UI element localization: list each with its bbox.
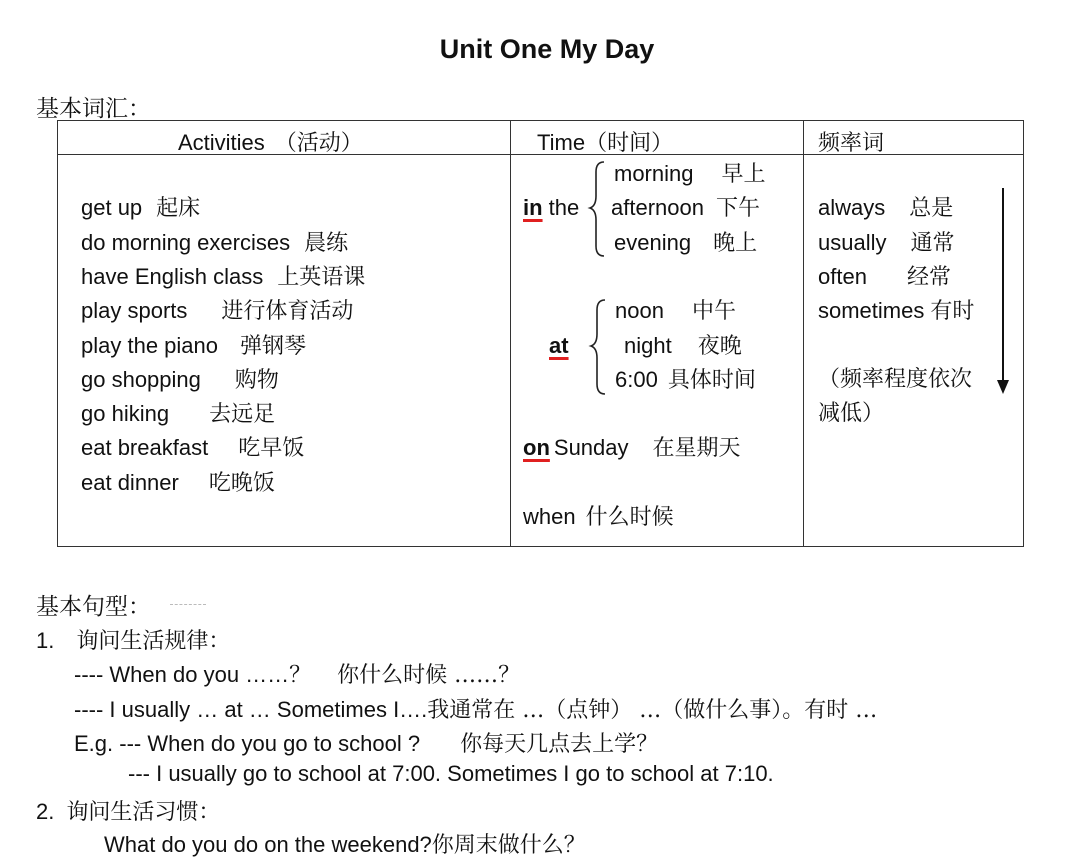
header-time-en: Time: [537, 130, 586, 155]
activity-row: play the piano 弹钢琴: [81, 333, 307, 359]
pattern-1-number: 1.: [36, 628, 55, 653]
time-at-label: [549, 329, 569, 363]
header-activities: [178, 126, 363, 157]
keyword-in: in: [523, 195, 543, 220]
time-at-item: 6:00 具体时间: [615, 367, 756, 393]
time-on-row: on Sunday 在星期天: [523, 435, 741, 461]
activity-row: do morning exercises 晨练: [81, 230, 349, 256]
table-column-divider-1: [510, 120, 511, 547]
time-when-row: when 什么时候: [523, 504, 674, 530]
pattern-2-number: 2.: [36, 799, 55, 824]
pattern-2-question: What do you do on the weekend?你周末做什么？: [104, 832, 586, 858]
time-in-item: evening 晚上: [614, 230, 758, 256]
time-in-item: morning 早上: [614, 161, 766, 187]
pattern-2-heading: [36, 795, 220, 826]
table-column-divider-2: [803, 120, 804, 547]
frequency-row: sometimes 有时: [818, 298, 975, 324]
header-activities-en: Activities: [178, 130, 265, 155]
time-in-the-label: in the: [523, 195, 580, 220]
keyword-at: at: [549, 333, 569, 358]
activity-row: play sports 进行体育活动: [81, 298, 354, 324]
section-patterns-label: 基本句型：: [36, 594, 151, 620]
frequency-note-line-1: （频率程度依次: [818, 367, 973, 392]
keyword-on: on: [523, 435, 550, 460]
frequency-row: usually 通常: [818, 230, 955, 256]
time-at-item: night 夜晚: [624, 333, 742, 359]
time-in-item: afternoon 下午: [611, 195, 760, 221]
document-title: Unit One My Day: [439, 34, 655, 64]
pattern-1-title: 询问生活规律：: [76, 629, 231, 654]
example-answer: --- I usually go to school at 7:00. Sometimes I go to school at 7:10.: [128, 761, 774, 786]
arrow-down-icon: [996, 188, 1010, 396]
frequency-row: often 经常: [818, 264, 951, 290]
frequency-note-line-2: 减低）: [818, 401, 885, 426]
activity-row: go shopping 购物: [81, 367, 279, 393]
faint-dash: [170, 604, 206, 605]
pattern-1-answer: ---- I usually … at … Sometimes I….我通常在 …（点钟） …（做什么事）。有时 …: [74, 697, 878, 723]
section-vocabulary-label: 基本词汇：: [36, 96, 151, 122]
activity-row: get up 起床: [81, 195, 201, 221]
activity-row: go hiking 去远足: [81, 401, 276, 427]
header-frequency: 频率词: [818, 131, 885, 156]
pattern-2-title: 询问生活习惯：: [66, 800, 221, 825]
time-at-item: noon 中午: [615, 298, 736, 324]
header-time-cn: （时间）: [585, 131, 674, 156]
pattern-1-heading: [36, 624, 230, 655]
header-time: [537, 126, 673, 157]
activity-row: have English class 上英语课: [81, 264, 366, 290]
activity-row: eat breakfast 吃早饭: [81, 435, 305, 461]
brace-icon: [591, 298, 607, 398]
example-question: E.g. --- When do you go to school ? 你每天几点去上学？: [74, 731, 659, 757]
frequency-row: always 总是: [818, 195, 954, 221]
activity-row: eat dinner 吃晚饭: [81, 470, 275, 496]
pattern-1-question: ---- When do you ……？ 你什么时候 ……？: [74, 662, 521, 688]
header-activities-cn: （活动）: [274, 131, 363, 156]
brace-icon: [590, 160, 606, 260]
